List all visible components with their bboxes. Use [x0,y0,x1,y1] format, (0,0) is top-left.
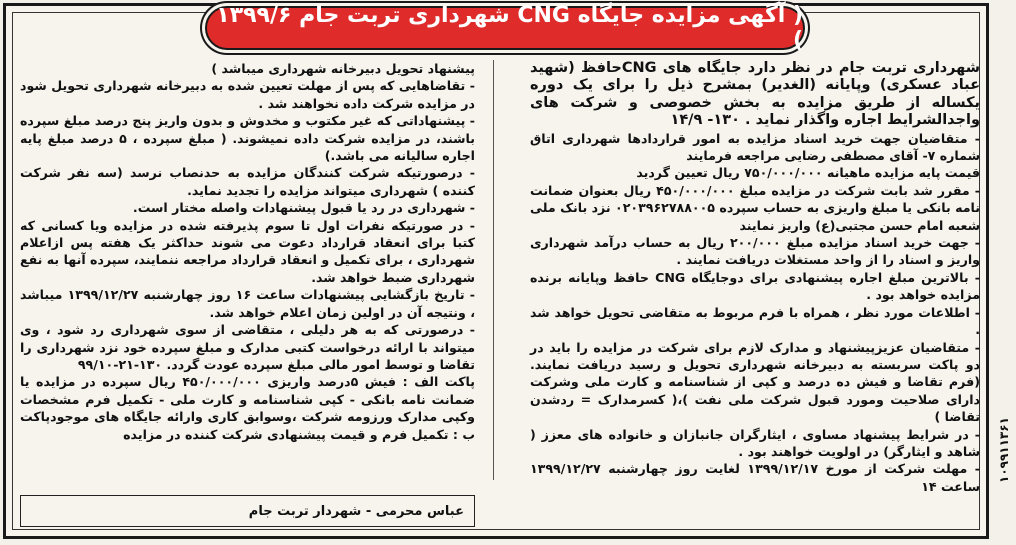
paragraph: - در صورتیکه نفرات اول تا سوم پذیرفته شده در مزایده ویا کسانی که کتبا برای انعقاد قرارداد دعوت می شوند حداکثر یک هفته پس ازاعلام شهرداری ، برای تکمیل و انعقاد قرارداد مراجعه ننمایند، سپرده آنها به نفع شهرداری ضبط خواهد شد. [20,217,475,285]
paragraph: - تقاضاهایی که پس از مهلت تعیین شده به دبیرخانه شهرداری تحویل شود در مزایده شرکت داده نخواهند شد . [20,78,475,111]
paragraph: - متقاضیان جهت خرید اسناد مزایده به امور قراردادها شهرداری اتاق شماره ۷- آقای مصطفی رضایی مراجعه فرمایند [530,130,980,164]
left-column [20,60,475,443]
paragraph: قیمت پایه مزایده ماهیانه ۷۵۰/۰۰۰/۰۰۰ ریال تعیین گردید [636,165,980,181]
paragraph: - اطلاعات مورد نظر ، همراه با فرم مربوط به متقاضی تحویل خواهد شد . [530,304,980,338]
paragraph: - درصورتی که به هر دلیلی ، متقاضی از سوی شهرداری رد شود ، وی میتواند با ارائه درخواست کتبی مدارک و مبلغ سپرده خود نزد شهرداری را تقاضا و توسط امور مالی مبلغ سپرده عودت گردد. ۱۳۰-۲۱-۹۹/۱۰ [20,322,475,372]
paragraph: - جهت خرید اسناد مزایده مبلغ ۲۰۰/۰۰۰ ریال به حساب درآمد شهرداری واریز و اسناد را از واحد مستغلات دریافت نمایند . [530,235,981,268]
paragraph: پیشنهاد تحویل دبیرخانه شهرداری میباشد ) [211,61,475,76]
right-column [530,60,980,495]
paragraph: - درصورتیکه شرکت کنندگان مزایده به حدنصاب نرسد (سه نفر شرکت کننده ) شهرداری میتواند مزایده را تجدید نماید. [20,165,475,198]
paragraph: - تاریخ بازگشایی پیشنهادات ساعت ۱۶ روز چهارشنبه ۱۳۹۹/۱۲/۲۷ میباشد ، ونتیجه آن در اولین زمان اعلام خواهد شد. [20,287,476,320]
signature-box [20,495,475,527]
column-divider [493,60,494,480]
paragraph: - پیشنهاداتی که غیر مکتوب و مخدوش و بدون واریز پنج درصد مبلغ سپرده باشند، در مزایده شرکت داده نمیشوند. ( مبلغ سپرده ، ۵ درصد مبلغ پایه اجاره سالیانه می باشد.) [20,113,475,164]
signature-text: عباس محرمی - شهردار تربت جام [248,503,464,519]
paragraph: - مهلت شرکت از مورخ ۱۳۹۹/۱۲/۱۷ لغایت روز چهارشنبه ۱۳۹۹/۱۲/۲۷ ساعت ۱۴ [530,461,980,494]
page-title: ( آگهی مزایده جایگاه CNG شهرداری تربت جام ۱۳۹۹/۶ ) [205,6,805,50]
side-reference-code: ۱۰۹۹۱۱۳۶۱ [997,417,1011,483]
paragraph: - بالاترین مبلغ اجاره پیشنهادی برای دوجایگاه CNG حافظ وپایانه برنده مزایده خواهد بود . [530,269,980,303]
paragraph: - شهرداری در رد یا قبول پیشنهادات واصله مختار است. [132,200,475,216]
paragraph: پاکت الف : فیش ۵درصد واریزی ۴۵۰/۰۰۰/۰۰۰ ریال سپرده در مزایده یا ضمانت نامه بانکی - کپی شناسنامه و کارت ملی - تکمیل فرم مشخصات وکپی مدارک ورزومه شرکت ،وسوابق کاری وارائه جایگاه های موجودپاکت ب : تکمیل فرم و قیمت پیشنهادی شرکت کننده در مزایده [20,374,475,442]
paragraph-intro: شهرداری تربت جام در نظر دارد جایگاه های CNGحافظ (شهید عباد عسکری) وپایانه (الغدیر) بمشرح ذیل را برای یک دوره یکساله از طریق مزایده به بخش خصوصی و شرکت های واجدالشرایط اجاره واگذار نماید . ۱۳۰- ۱۴/۹ [530,60,980,129]
paragraph: - در شرایط پیشنهاد مساوی ، ایثارگران جانبازان و خانواده های معزز ( شاهد و ایثارگر) در اولویت خواهند بود . [530,426,980,459]
paragraph: - متقاضیان عزیزپیشنهاد و مدارک لازم برای شرکت در مزایده را باید در دو پاکت سربسته به دبیرخانه شهرداری تحویل و رسید دریافت نمایند. (فرم تقاضا و فیش ده درصد و کپی از شناسنامه و کارت ملی وشرکت دارای صلاحیت ومورد قبول شرکت ملی نفت )،( کسرمدارک = ردشدن تقاضا ) [530,339,980,425]
paragraph: - مقرر شد بابت شرکت در مزایده مبلغ ۴۵۰/۰۰۰/۰۰۰ ریال بعنوان ضمانت نامه بانکی یا مبلغ واریزی به حساب سپرده ۰۲۰۳۹۶۲۷۸۸۰۰۵ نزد بانک ملی شعبه امام حسن مجتبی(ع) واریز نمایند [530,182,980,233]
